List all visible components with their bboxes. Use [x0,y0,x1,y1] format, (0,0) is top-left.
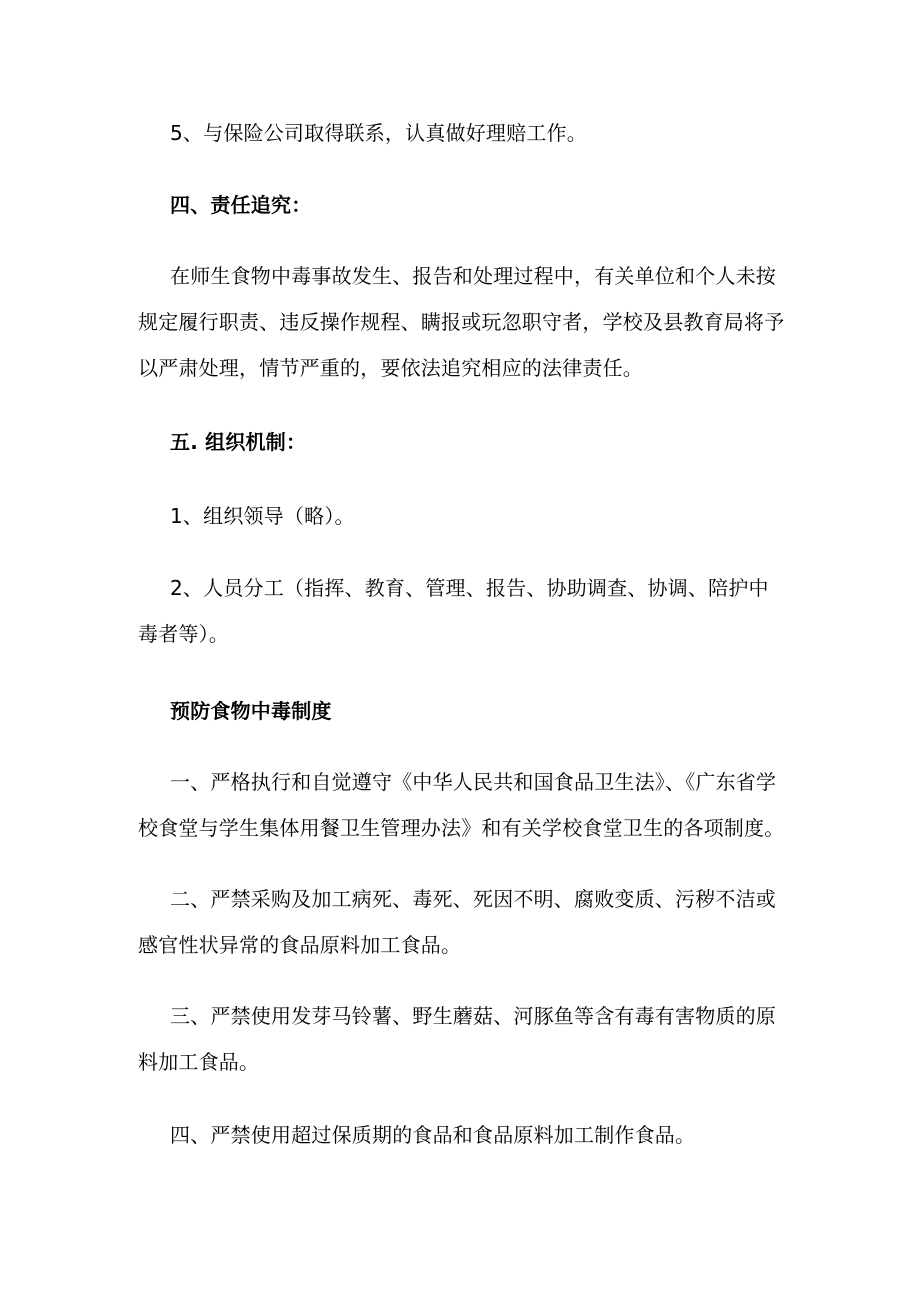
paragraph-rule-1: 一、严格执行和自觉遵守《中华人民共和国食品卫生法》、《广东省学校食堂与学生集体用餐卫生管理办法》和有关学校食堂卫生的各项制度。 [138,770,785,840]
heading-organization: 五. 组织机制： [170,430,307,454]
paragraph-rule-2: 二、严禁采购及加工病死、毒死、死因不明、腐败变质、污秽不洁或感官性状异常的食品原料加工食品。 [138,887,776,957]
paragraph-staff-division: 2、人员分工（指挥、教育、管理、报告、协助调查、协调、陪护中毒者等）。 [138,576,769,646]
paragraph-rule-3: 三、严禁使用发芽马铃薯、野生蘑菇、河豚鱼等含有毒有害物质的原料加工食品。 [138,1004,776,1074]
heading-prevention-system: 预防食物中毒制度 [170,699,332,723]
paragraph-responsibility-body: 在师生食物中毒事故发生、报告和处理过程中，有关单位和个人未按规定履行职责、违反操作规程、瞒报或玩忽职守者，学校及县教育局将予以严肃处理，情节严重的，要依法追究相应的法律责任。 [138,264,785,380]
heading-responsibility: 四、责任追究： [170,193,312,217]
paragraph-insurance-claims: 5、与保险公司取得联系，认真做好理赔工作。 [170,121,587,145]
paragraph-leadership: 1、组织领导（略）。 [170,504,355,528]
paragraph-rule-4: 四、严禁使用超过保质期的食品和食品原料加工制作食品。 [170,1123,696,1147]
